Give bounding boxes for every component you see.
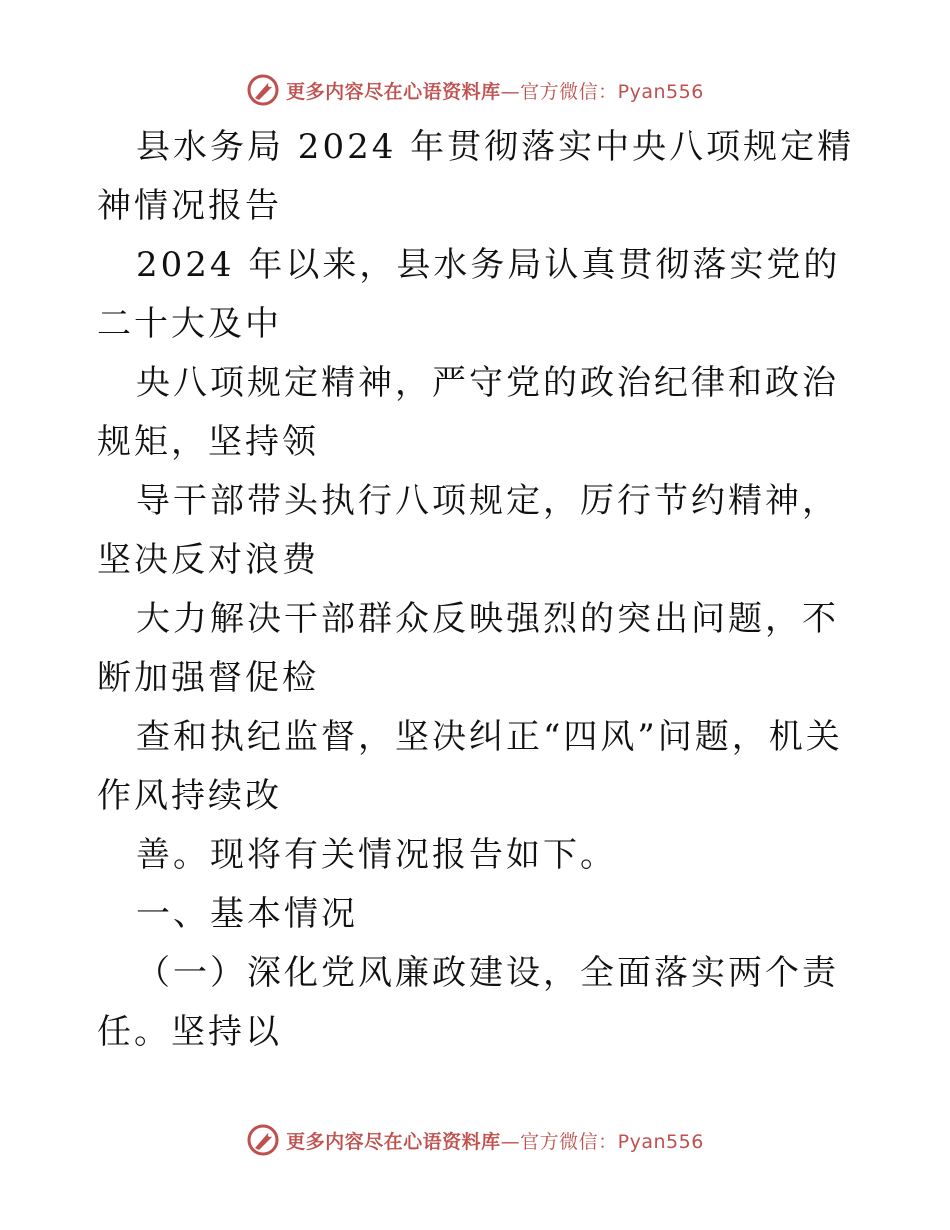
- document-title: 县水务局 2024 年贯彻落实中央八项规定精神情况报告: [97, 127, 855, 226]
- paragraph: 善。现将有关情况报告如下。: [136, 835, 617, 875]
- banner-contact-text: 官方微信：Pyan556: [520, 80, 704, 103]
- banner-separator: —: [500, 80, 521, 103]
- paragraph: 2024 年以来，县水务局认真贯彻落实党的二十大及中: [97, 245, 841, 344]
- paragraph: 查和执纪监督，坚决纠正“四风”问题，机关作风持续改: [97, 717, 843, 816]
- banner-site-text: 更多内容尽在心语资料库: [286, 80, 501, 103]
- section-heading: 一、基本情况: [136, 894, 358, 934]
- paragraph: 央八项规定精神，严守党的政治纪律和政治规矩，坚持领: [97, 363, 839, 462]
- footer-banner: [0, 1120, 950, 1160]
- pen-nib-logo-icon: [246, 73, 280, 107]
- document-body: [97, 118, 857, 1062]
- banner-site-text: 更多内容尽在心语资料库: [286, 1130, 501, 1153]
- paragraph: （一）深化党风廉政建设，全面落实两个责任。坚持以: [97, 953, 839, 1052]
- paragraph: 导干部带头执行八项规定，厉行节约精神，坚决反对浪费: [97, 481, 839, 580]
- banner-separator: —: [500, 1130, 521, 1153]
- paragraph: 大力解决干部群众反映强烈的突出问题，不断加强督促检: [97, 599, 839, 698]
- banner-contact-text: 官方微信：Pyan556: [520, 1130, 704, 1153]
- header-banner: [0, 70, 950, 110]
- pen-nib-logo-icon: [246, 1123, 280, 1157]
